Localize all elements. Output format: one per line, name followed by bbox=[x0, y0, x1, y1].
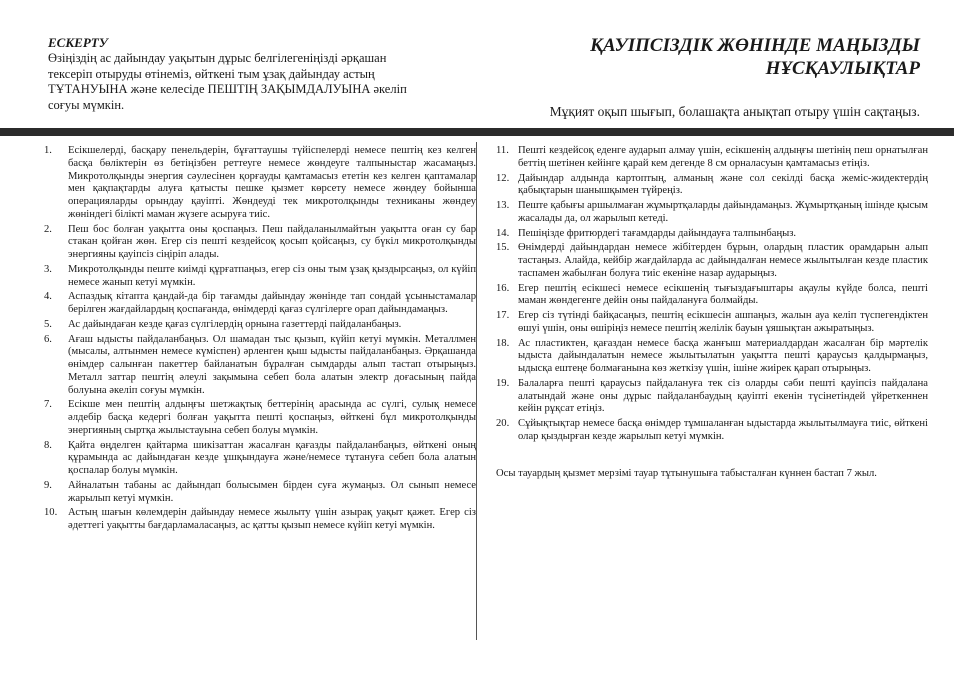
instruction-text: Өнімдерді дайындардан немесе жібітерден бұрын, олардың пластик орамдарын алып тастаңыз. Алайда, кейбір жағдайларда ас дайындалған немесе жылытылған кезде пластик таспамен жабылған болуға тиіс екеніне назар аударыңыз. bbox=[518, 242, 928, 279]
instruction-number: 16. bbox=[496, 282, 510, 294]
instruction-item bbox=[44, 334, 476, 398]
instruction-item bbox=[496, 200, 928, 226]
instruction-item bbox=[44, 480, 476, 506]
instruction-number: 13. bbox=[496, 200, 510, 211]
instructions-right-column bbox=[496, 145, 928, 480]
instruction-number: 14. bbox=[496, 227, 510, 239]
instruction-text: Ас дайындаған кезде қағаз сүлгілердің орнына газеттерді пайдаланбаңыз. bbox=[68, 318, 402, 330]
instructions-list-left bbox=[44, 145, 476, 533]
instruction-item bbox=[44, 507, 476, 533]
instruction-item bbox=[496, 418, 928, 444]
instruction-item bbox=[44, 319, 476, 332]
instruction-text: Пеште қабығы аршылмаған жұмыртқаларды дайындамаңыз. Жұмыртқаның ішінде қысым жасалады да, ол жарылып кетеді. bbox=[518, 200, 928, 224]
service-life-note: Осы тауардың қызмет мерзімі тауар тұтынушыға табысталған күннен бастап 7 жыл. bbox=[496, 467, 877, 479]
instruction-item bbox=[496, 338, 928, 376]
instruction-text: Дайындар алдында картоптың, алманың және сол секілді басқа жеміс-жидектердің қабықтарын шанышқымен түйреңіз. bbox=[518, 172, 928, 197]
instruction-number: 4. bbox=[44, 291, 52, 303]
instruction-text: Қайта өңделген қайтарма шикізаттан жасалған қағазды пайдаланбаңыз, өйткені оның құрамында ас дайындаған кезде ұшқындауға және/немесе тұтануға себеп бола алатын қоспалар болуы мүмкін. bbox=[68, 439, 476, 476]
instruction-text: Есікше мен пештің алдыңғы шетжақтық беттерінің арасында ас сүлгі, сулық немесе әлдебір басқа кедергі болған уақытта пешті қоспаңыз, өйткені бұл микротолқынды энергияның сыртқа жылыстауына себеп болуы мүмкін. bbox=[68, 399, 476, 436]
instruction-item bbox=[44, 264, 476, 290]
instruction-item bbox=[496, 283, 928, 309]
instruction-number: 12. bbox=[496, 172, 510, 184]
instruction-number: 9. bbox=[44, 479, 52, 491]
warning-block bbox=[48, 36, 408, 113]
column-divider bbox=[476, 142, 477, 640]
instruction-item bbox=[44, 145, 476, 222]
instruction-number: 18. bbox=[496, 337, 510, 349]
instruction-text: Ағаш ыдысты пайдаланбаңыз. Ол шамадан тыс қызып, күйіп кетуі мүмкін. Металлмен (мысалы, алтынмен немесе күмiспен) әрленген қыш ыдысты пайдаланбаңыз. Әрқашанда өнімдер салынған пакеттер байланатын бұралған сымдарды алып тастап отырыңыз. Металл заттар пештің әлеулі зақымына себеп бола алатын электр доғасының пайда болуына әкеліп соғуы мүмкін. bbox=[68, 333, 476, 396]
instruction-number: 17. bbox=[496, 310, 510, 321]
instruction-number: 11. bbox=[496, 145, 509, 156]
instruction-item bbox=[44, 399, 476, 437]
instruction-number: 15. bbox=[496, 242, 510, 254]
instruction-number: 10. bbox=[44, 507, 58, 519]
instruction-text: Балаларға пешті қараусыз пайдалануға тек сіз оларды сәби пешті қауіпсіз пайдалана алатындай және оны дұрыс пайдаланбаудың қауіпті екенін түсінетіндей үйреткеннен кейін рұқсат етіңіз. bbox=[518, 377, 928, 415]
instructions-list-right bbox=[496, 145, 928, 444]
instruction-item bbox=[496, 228, 928, 241]
instruction-text: Микротолқынды пеште киімді құрғатпаңыз, егер сіз оны тым ұзақ қыздырсаңыз, ол күйіп немесе жанып кетуі мүмкін. bbox=[68, 263, 476, 288]
warning-title: ЕСКЕРТУ bbox=[48, 35, 108, 50]
header-divider bbox=[0, 128, 954, 136]
instruction-text: Егер пештің есікшесі немесе есікшенің тығыздағыштары ақаулы күйде болса, пешті маман жөндегенге дейін оны пайдалануға болмайды. bbox=[518, 282, 928, 307]
instructions-left-column bbox=[44, 145, 476, 535]
instruction-number: 2. bbox=[44, 223, 52, 235]
page-title: ҚАУІПСІЗДІК ЖӨНІНДЕ МАҢЫЗДЫ НҰСҚАУЛЫҚТАР bbox=[590, 35, 920, 79]
instruction-number: 6. bbox=[44, 333, 52, 345]
instruction-text: Есікшелерді, басқару пенельдерін, бұғаттаушы түйіспелерді немесе пештің кез келген басқа бөліктерін өз бетіңізбен реттеуге немесе жөндеуге талпыныстар жасамаңыз. Микротолқынды энергия сәулесінен қорғауды қамтамасыз ететін кез келген қаптамалар мен қақпақтарды алуға қатысты пешке қызмет көрсету немесе жөндеу бойынша операцияларды орындау қауіпті. Жөндеуді тек микротолқынды техниканы жөндеу жөніндегі білікті маман жүзеге асыруға тиіс. bbox=[68, 145, 476, 220]
instruction-item bbox=[496, 145, 928, 171]
page-subtitle: Мұқият оқып шығып, болашақта анықтап отыру үшін сақтаңыз. bbox=[549, 104, 920, 119]
instruction-text: Пеш бос болған уақытта оны қоспаңыз. Пеш пайдаланылмайтын уақытта оған су бар стакан қойған жөн. Егер сіз пешті кездейсоқ қосып қойсаңыз, су бүкіл микротолқынды энергияны қауіпсіз сіңіріп алады. bbox=[68, 223, 476, 260]
warning-text: Өзіңіздің ас дайындау уақытын дұрыс белгілегеніңізді әрқашан тексеріп отыруды өтінеміз, өйткені тым ұзақ дайындау астың ТҰТАНУЫНА және келесіде ПЕШТІҢ ЗАҚЫМДАЛУЫНА әкеліп соғуы мүмкін. bbox=[48, 51, 407, 112]
instruction-text: Пешті кездейсоқ еденге аударып алмау үшін, есікшенің алдыңғы шетінің пеш орнатылған беттің шетінен кейінге қарай кем дегенде 8 см орналасуын қамтамасыз етіңіз. bbox=[518, 145, 928, 169]
instruction-item bbox=[496, 378, 928, 416]
instruction-item bbox=[496, 310, 928, 336]
instruction-number: 7. bbox=[44, 399, 52, 411]
instruction-text: Айналатын табаны ас дайындап болысымен бірден суға жумаңыз. Ол сынып немесе жарылып кетуі мүмкін. bbox=[68, 479, 476, 504]
instruction-number: 20. bbox=[496, 418, 510, 429]
instruction-item bbox=[44, 440, 476, 478]
instruction-text: Пешіңізде фритюрдегі тағамдарды дайындауға талпынбаңыз. bbox=[518, 227, 797, 239]
instruction-text: Егер сіз түтінді байқасаңыз, пештің есікшесін ашпаңыз, жалын ауа келіп түспегендіктен өшуі үшін, оны өшіріңіз немесе пештің желілік бауын ұяшықтан ажыратыңыз. bbox=[518, 310, 928, 334]
instruction-text: Астың шағын көлемдерін дайындау немесе жылыту үшін азырақ уақыт қажет. Егер сіз әдеттегі уақытты бағдарламаласаңыз, ас қатты қызып немесе күйіп кетуі мүмкін. bbox=[68, 507, 476, 531]
instruction-number: 8. bbox=[44, 439, 52, 451]
instruction-text: Ас пластиктен, қағаздан немесе басқа жанғыш материалдардан жасалған бір мәртелік ыдыста дайындалатын немесе жылытылатын уақытта пешті қараусыз қалдырмаңыз, ыдысқа ештеңе болмағанына көз жеткізу үшін, ішіне жиірек қарап отырыңыз. bbox=[518, 337, 928, 374]
instruction-text: Сұйықтықтар немесе басқа өнімдер тұмшаланған ыдыстарда жылытылмауға тиіс, өйткені олар қыздырған кезде жарылып кетуі мүмкін. bbox=[518, 418, 928, 442]
instruction-item bbox=[496, 173, 928, 199]
instruction-item bbox=[44, 224, 476, 262]
instruction-item bbox=[496, 242, 928, 280]
instruction-number: 19. bbox=[496, 377, 510, 389]
instruction-number: 1. bbox=[44, 145, 52, 156]
instruction-text: Аспаздық кітапта қандай-да бір тағамды дайындау жөнінде тап сондай ұсыныстамалар берілген жағдайлардың қоспағанда, өнімдерді қағаз сүлгілерге орап дайындамаңыз. bbox=[68, 291, 476, 315]
instruction-number: 3. bbox=[44, 263, 52, 275]
instruction-item bbox=[44, 291, 476, 317]
instruction-number: 5. bbox=[44, 318, 52, 330]
